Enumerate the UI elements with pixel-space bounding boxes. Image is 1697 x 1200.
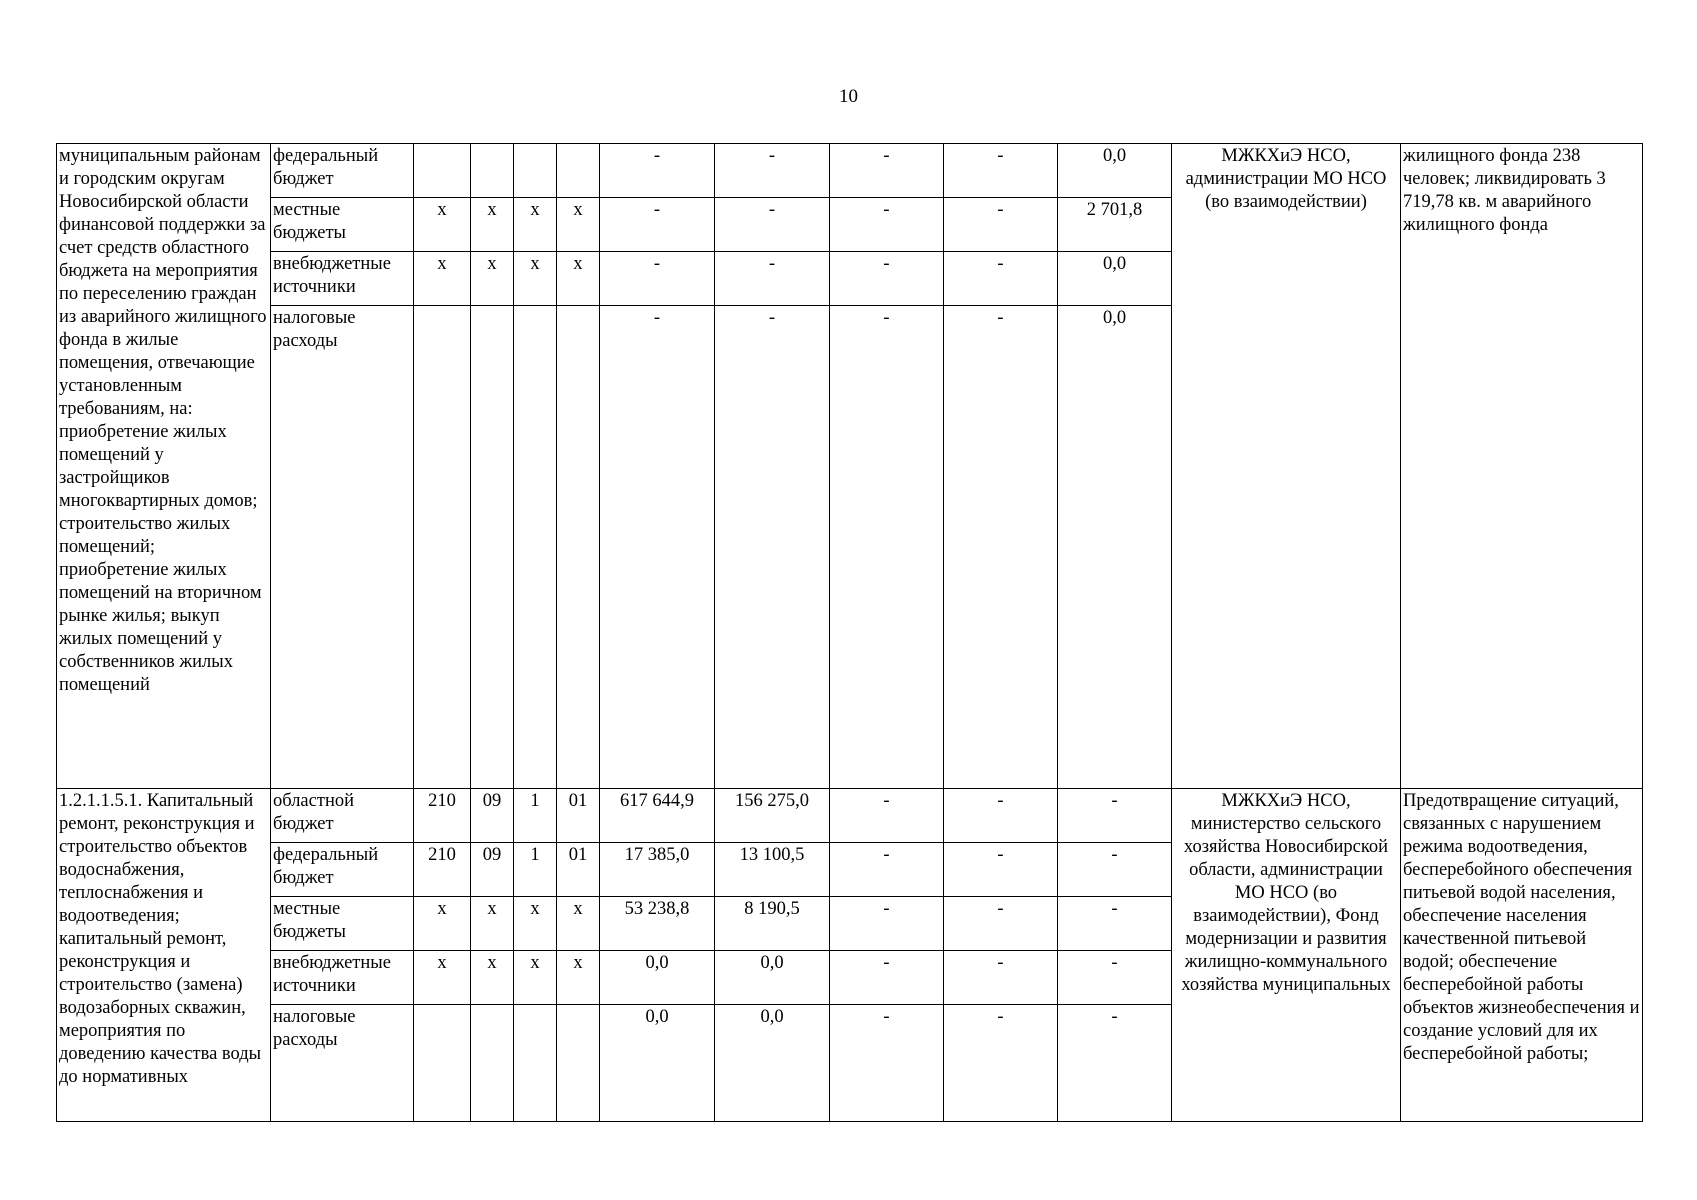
expected-result-cell: жилищного фонда 238 человек; ликвидировать 3 719,78 кв. м аварийного жилищного фонда xyxy=(1401,144,1643,789)
budget-code-cell: x xyxy=(414,198,471,252)
funding-source-cell: местные бюджеты xyxy=(271,198,414,252)
budget-code-cell: x xyxy=(471,252,514,306)
amount-cell: - xyxy=(830,951,944,1005)
budget-code-cell: x xyxy=(414,252,471,306)
budget-code-cell xyxy=(514,306,557,789)
budget-code-cell xyxy=(414,1005,471,1122)
amount-cell: - xyxy=(715,144,830,198)
funding-source-cell: внебюджетные источники xyxy=(271,951,414,1005)
amount-cell: 2 701,8 xyxy=(1058,198,1172,252)
budget-code-cell xyxy=(471,1005,514,1122)
budget-code-cell: x xyxy=(557,951,600,1005)
amount-cell: - xyxy=(830,843,944,897)
amount-cell: 0,0 xyxy=(1058,252,1172,306)
amount-cell: - xyxy=(600,252,715,306)
amount-cell: - xyxy=(715,252,830,306)
budget-code-cell xyxy=(414,144,471,198)
funding-source-cell: налоговые расходы xyxy=(271,1005,414,1122)
expected-result-cell: Предотвращение ситуаций, связанных с нарушением режима водоотведения, бесперебойного обеспечения питьевой водой населения, обеспечение населения качественной питьевой водой; обеспечение бесперебойной работы объектов жизнеобеспечения и создание условий для их бесперебойной работы; xyxy=(1401,789,1643,1122)
amount-cell: - xyxy=(944,789,1058,843)
amount-cell: - xyxy=(944,951,1058,1005)
budget-code-cell: 09 xyxy=(471,789,514,843)
amount-cell: 156 275,0 xyxy=(715,789,830,843)
budget-code-cell: x xyxy=(514,198,557,252)
budget-code-cell: 1 xyxy=(514,789,557,843)
amount-cell: 617 644,9 xyxy=(600,789,715,843)
amount-cell: - xyxy=(1058,843,1172,897)
funding-source-cell: федеральный бюджет xyxy=(271,843,414,897)
amount-cell: 13 100,5 xyxy=(715,843,830,897)
amount-cell: - xyxy=(830,789,944,843)
amount-cell: - xyxy=(600,198,715,252)
amount-cell: - xyxy=(944,897,1058,951)
amount-cell: - xyxy=(600,306,715,789)
measure-description-cell: муниципальным районам и городским округам Новосибирской области финансовой поддержки за счет средств областного бюджета на мероприятия по переселению граждан из аварийного жилищного фонда в жилые помещения, отвечающие установленным требованиям, на: приобретение жилых помещений у застройщиков многоквартирных домов; строительство жилых помещений; приобретение жилых помещений на вторичном рынке жилья; выкуп жилых помещений у собственников жилых помещений xyxy=(57,144,271,789)
amount-cell: 0,0 xyxy=(1058,306,1172,789)
funding-source-cell: федеральный бюджет xyxy=(271,144,414,198)
budget-code-cell: 210 xyxy=(414,789,471,843)
budget-code-cell: x xyxy=(471,951,514,1005)
amount-cell: - xyxy=(830,144,944,198)
amount-cell: - xyxy=(944,306,1058,789)
budget-code-cell: x xyxy=(557,897,600,951)
budget-code-cell: 210 xyxy=(414,843,471,897)
funding-source-cell: внебюджетные источники xyxy=(271,252,414,306)
amount-cell: - xyxy=(944,1005,1058,1122)
amount-cell: - xyxy=(830,306,944,789)
budget-code-cell: 09 xyxy=(471,843,514,897)
measure-description-cell: 1.2.1.1.5.1. Капитальный ремонт, реконструкция и строительство объектов водоснабжения, теплоснабжения и водоотведения; капитальный ремонт, реконструкция и строительство (замена) водозаборных скважин, мероприятия по доведению качества воды до нормативных xyxy=(57,789,271,1122)
amount-cell: - xyxy=(830,198,944,252)
amount-cell: - xyxy=(1058,1005,1172,1122)
amount-cell: 0,0 xyxy=(715,951,830,1005)
budget-code-cell xyxy=(471,144,514,198)
amount-cell: - xyxy=(600,144,715,198)
budget-code-cell xyxy=(471,306,514,789)
budget-code-cell: x xyxy=(471,897,514,951)
amount-cell: - xyxy=(830,1005,944,1122)
amount-cell: - xyxy=(1058,951,1172,1005)
page-number: 10 xyxy=(839,86,858,107)
amount-cell: 0,0 xyxy=(715,1005,830,1122)
budget-code-cell xyxy=(557,306,600,789)
table-row xyxy=(57,789,1643,843)
budget-code-cell: x xyxy=(514,951,557,1005)
amount-cell: - xyxy=(944,198,1058,252)
amount-cell: - xyxy=(1058,897,1172,951)
budget-code-cell: 01 xyxy=(557,843,600,897)
amount-cell: 17 385,0 xyxy=(600,843,715,897)
budget-code-cell: x xyxy=(414,897,471,951)
budget-code-cell: x xyxy=(557,252,600,306)
amount-cell: - xyxy=(715,306,830,789)
amount-cell: - xyxy=(944,252,1058,306)
budget-code-cell xyxy=(557,1005,600,1122)
amount-cell: 0,0 xyxy=(1058,144,1172,198)
amount-cell: - xyxy=(1058,789,1172,843)
budget-table xyxy=(56,143,1643,1122)
budget-code-cell: x xyxy=(471,198,514,252)
responsible-executor-cell: МЖКХиЭ НСО, администрации МО НСО (во взаимодействии) xyxy=(1172,144,1401,789)
amount-cell: 0,0 xyxy=(600,1005,715,1122)
budget-code-cell: 01 xyxy=(557,789,600,843)
budget-code-cell: x xyxy=(414,951,471,1005)
amount-cell: - xyxy=(830,252,944,306)
responsible-executor-cell: МЖКХиЭ НСО, министерство сельского хозяйства Новосибирской области, администрации МО НСО (во взаимодействии), Фонд модернизации и развития жилищно-коммунального хозяйства муниципальных xyxy=(1172,789,1401,1122)
budget-code-cell: x xyxy=(514,897,557,951)
budget-code-cell xyxy=(414,306,471,789)
budget-code-cell xyxy=(557,144,600,198)
amount-cell: - xyxy=(944,144,1058,198)
budget-code-cell: x xyxy=(514,252,557,306)
amount-cell: - xyxy=(830,897,944,951)
funding-source-cell: областной бюджет xyxy=(271,789,414,843)
budget-code-cell: 1 xyxy=(514,843,557,897)
amount-cell: 8 190,5 xyxy=(715,897,830,951)
amount-cell: 53 238,8 xyxy=(600,897,715,951)
amount-cell: - xyxy=(715,198,830,252)
budget-code-cell: x xyxy=(557,198,600,252)
amount-cell: - xyxy=(944,843,1058,897)
budget-code-cell xyxy=(514,144,557,198)
table-row xyxy=(57,144,1643,198)
funding-source-cell: налоговые расходы xyxy=(271,306,414,789)
amount-cell: 0,0 xyxy=(600,951,715,1005)
funding-source-cell: местные бюджеты xyxy=(271,897,414,951)
budget-code-cell xyxy=(514,1005,557,1122)
